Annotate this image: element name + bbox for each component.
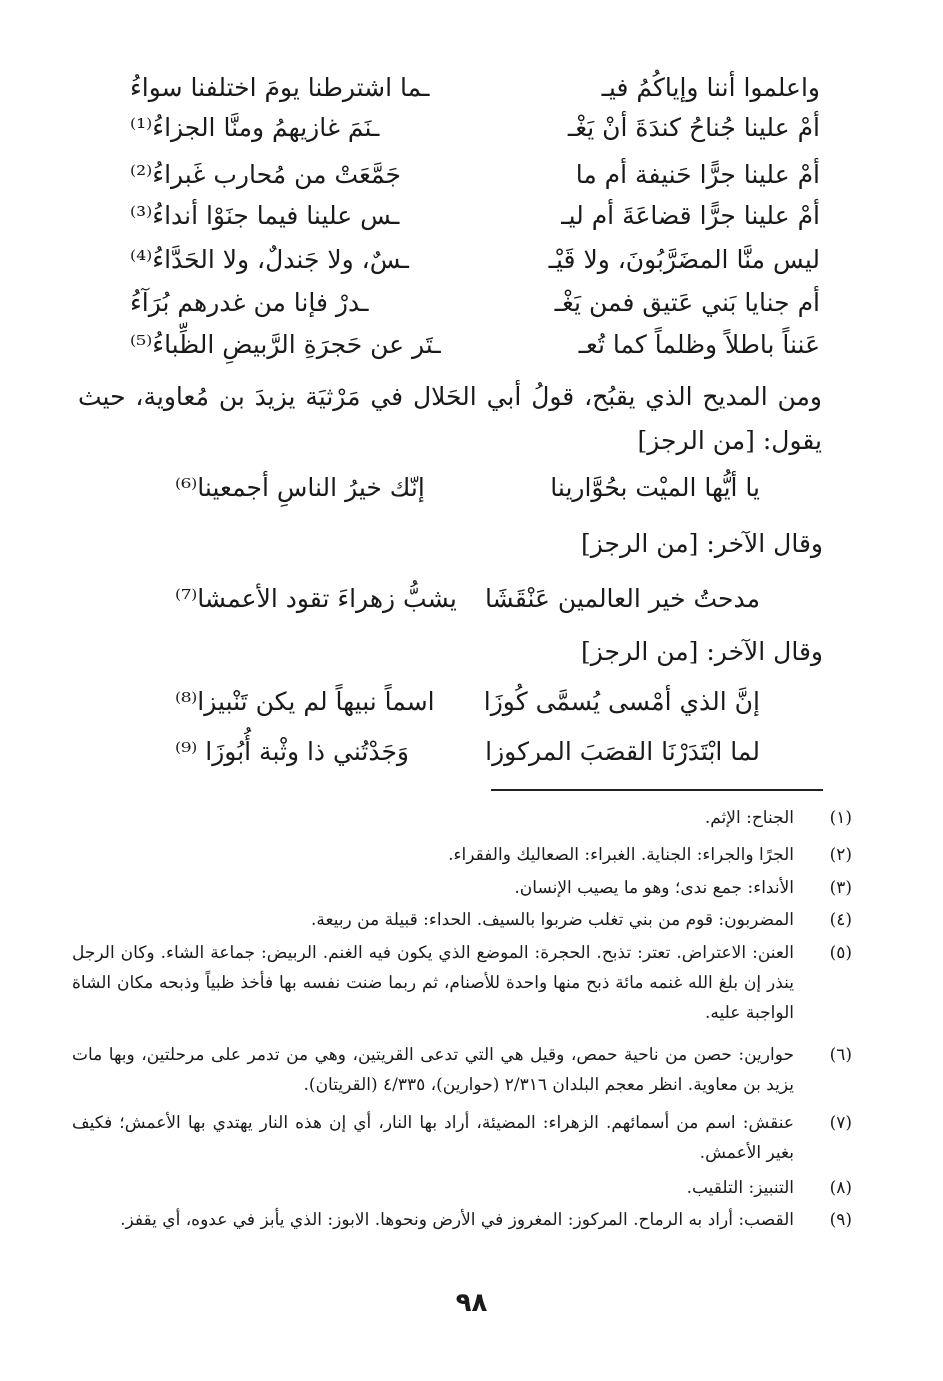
prose-paragraph: ومن المديح الذي يقبُح، قولُ أبي الحَلال في مَرْثيَة يزيدَ بن مُعاوية، حيث يقول: [من الرجز]: [78, 382, 822, 455]
footnote-text: المضربون: قوم من بني تغلب ضربوا بالسيف. الحداء: قبيلة من ربيعة.: [310, 910, 794, 930]
verse-first-hemistich: أمْ علينا جُناحُ كندَةَ أنْ يَغْـ: [567, 113, 820, 142]
footnote-text: القصب: أراد به الرماح. المركوز: المغروز في الأرض ونحوها. الابوز: الذي يأبز في عدوه، أي يقفز.: [120, 1210, 794, 1230]
verse-first-hemistich: أم جنايا بَني عَتيق فمن يَغْـ: [554, 288, 820, 317]
verse-first-hemistich: أمْ علينا جرًّا قضاعَةَ أم ليـ: [561, 201, 820, 230]
verse-line: [80, 577, 820, 621]
footnote-text: العنن: الاعتراض. تعتر: تذبح. الحجرة: الموضع الذي يكون فيه الغنم. الربيض: جماعة الشاء. وكان الرجل ينذر إن بلغ الله غنمه مائة ذبح منها واحدة للأصنام، ثم ربما ضنت نفسه بها فأخذ ظبياً وذبحه مكان الشاة الواجبة عليه.: [72, 943, 794, 1023]
footnote-number: (٣): [829, 878, 852, 898]
footnote: [72, 905, 852, 935]
verse-line: [80, 730, 820, 774]
footnote-number: (١): [829, 808, 852, 828]
footnote-number: (٧): [829, 1113, 852, 1133]
verse-line: [80, 66, 820, 110]
verse-second-hemistich: اسماً نبيهاً لم يكن تَنْبيزا⁽⁸⁾: [175, 687, 435, 716]
verse-second-hemistich: جَمَّعَتْ من مُحارب غَبراءُ⁽²⁾: [130, 160, 401, 189]
footnote: [72, 873, 852, 903]
footnote: [72, 1040, 852, 1100]
verse-second-hemistich: إنّك خيرُ الناسِ أجمعينا⁽⁶⁾: [175, 473, 425, 502]
verse-second-hemistich: ـس علينا فيما جنَوْا أنداءُ⁽³⁾: [130, 201, 400, 230]
verse-second-hemistich: يشبُّ زهراءَ تقود الأعمشا⁽⁷⁾: [175, 584, 457, 613]
verse-second-hemistich: ـدرْ فإنا من غدرهم بُرَآءُ: [130, 288, 369, 317]
footnote-text: حوارين: حصن من ناحية حمص، وقيل هي التي تدعى القريتين، وهي من تدمر على مرحلتين، وبها مات يزيد بن معاوية. انظر معجم البلدان ٢/٣١٦ (حوارين)، ٤/٣٣٥ (القريتان).: [72, 1045, 794, 1095]
footnote-text: التنبيز: التلقيب.: [686, 1178, 794, 1198]
verse-second-hemistich: ـما اشترطنا يومَ اختلفنا سواءُ: [130, 73, 430, 102]
verse-line: [80, 194, 820, 238]
footnote-separator: [491, 789, 823, 791]
footnote: [72, 1108, 852, 1168]
verse-first-hemistich: واعلموا أننا وإياكُمُ فيـ: [601, 73, 820, 102]
meter-intro: وقال الآخر: [من الرجز]: [580, 637, 823, 666]
footnote: [72, 840, 852, 870]
footnote-number: (٥): [829, 943, 852, 963]
footnote-text: الجناح: الإثم.: [704, 808, 794, 828]
verse-line: [80, 466, 820, 510]
verse-first-hemistich: لما ابْتَدَرْنَا القصَبَ المركوزا: [485, 737, 760, 766]
verse-second-hemistich: ـنَمَ غازيهمُ ومنَّا الجزاءُ⁽¹⁾: [130, 113, 380, 142]
footnote: [72, 1205, 852, 1235]
footnote-number: (٤): [829, 910, 852, 930]
verse-second-hemistich: وَجَدْتُني ذا وثْبة أُبُوزَا ⁽⁹⁾: [175, 737, 409, 766]
verse-line: [80, 106, 820, 150]
verse-first-hemistich: يا أيُّها الميْت بحُوَّارينا: [550, 473, 760, 502]
verse-line: [80, 680, 820, 724]
verse-line: [80, 153, 820, 197]
verse-first-hemistich: مدحتُ خير العالمين عَنْقَشَا: [484, 584, 760, 613]
verse-line: [80, 281, 820, 325]
footnote: [72, 938, 852, 1028]
verse-first-hemistich: ليس منَّا المضَرَّبُونَ، ولا قَيْـ: [548, 245, 820, 274]
meter-intro: وقال الآخر: [من الرجز]: [580, 529, 823, 558]
page-number: ٩٨: [455, 1288, 488, 1318]
verse-first-hemistich: إنَّ الذي أمْسى يُسمَّى كُوزَا: [483, 687, 760, 716]
footnote: [72, 803, 852, 833]
footnote-text: الأنداء: جمع ندى؛ وهو ما يصيب الإنسان.: [514, 878, 794, 898]
footnote-number: (٩): [829, 1210, 852, 1230]
verse-line: [80, 238, 820, 282]
verse-first-hemistich: أمْ علينا جرًّا حَنيفة أم ما: [575, 160, 820, 189]
verse-second-hemistich: ـتَر عن حَجرَةِ الرَّبيضِ الظِّباءُ⁽⁵⁾: [130, 330, 441, 359]
verse-line: [80, 323, 820, 367]
footnote: [72, 1173, 852, 1203]
footnote-text: عنقش: اسم من أسمائهم. الزهراء: المضيئة، أراد بها النار، أي إن هذه النار يهتدي بها الأعمش؛ فكيف بغير الأعمش.: [72, 1113, 794, 1163]
footnote-text: الجرًا والجراء: الجناية. الغبراء: الصعاليك والفقراء.: [448, 845, 794, 865]
verse-second-hemistich: ـسٌ، ولا جَندلٌ، ولا الحَدَّاءُ⁽⁴⁾: [130, 245, 409, 274]
verse-first-hemistich: عَنناً باطلاً وظلماً كما تُعـ: [578, 330, 820, 359]
footnote-number: (٢): [829, 845, 852, 865]
footnote-number: (٦): [829, 1045, 852, 1065]
footnote-number: (٨): [829, 1178, 852, 1198]
